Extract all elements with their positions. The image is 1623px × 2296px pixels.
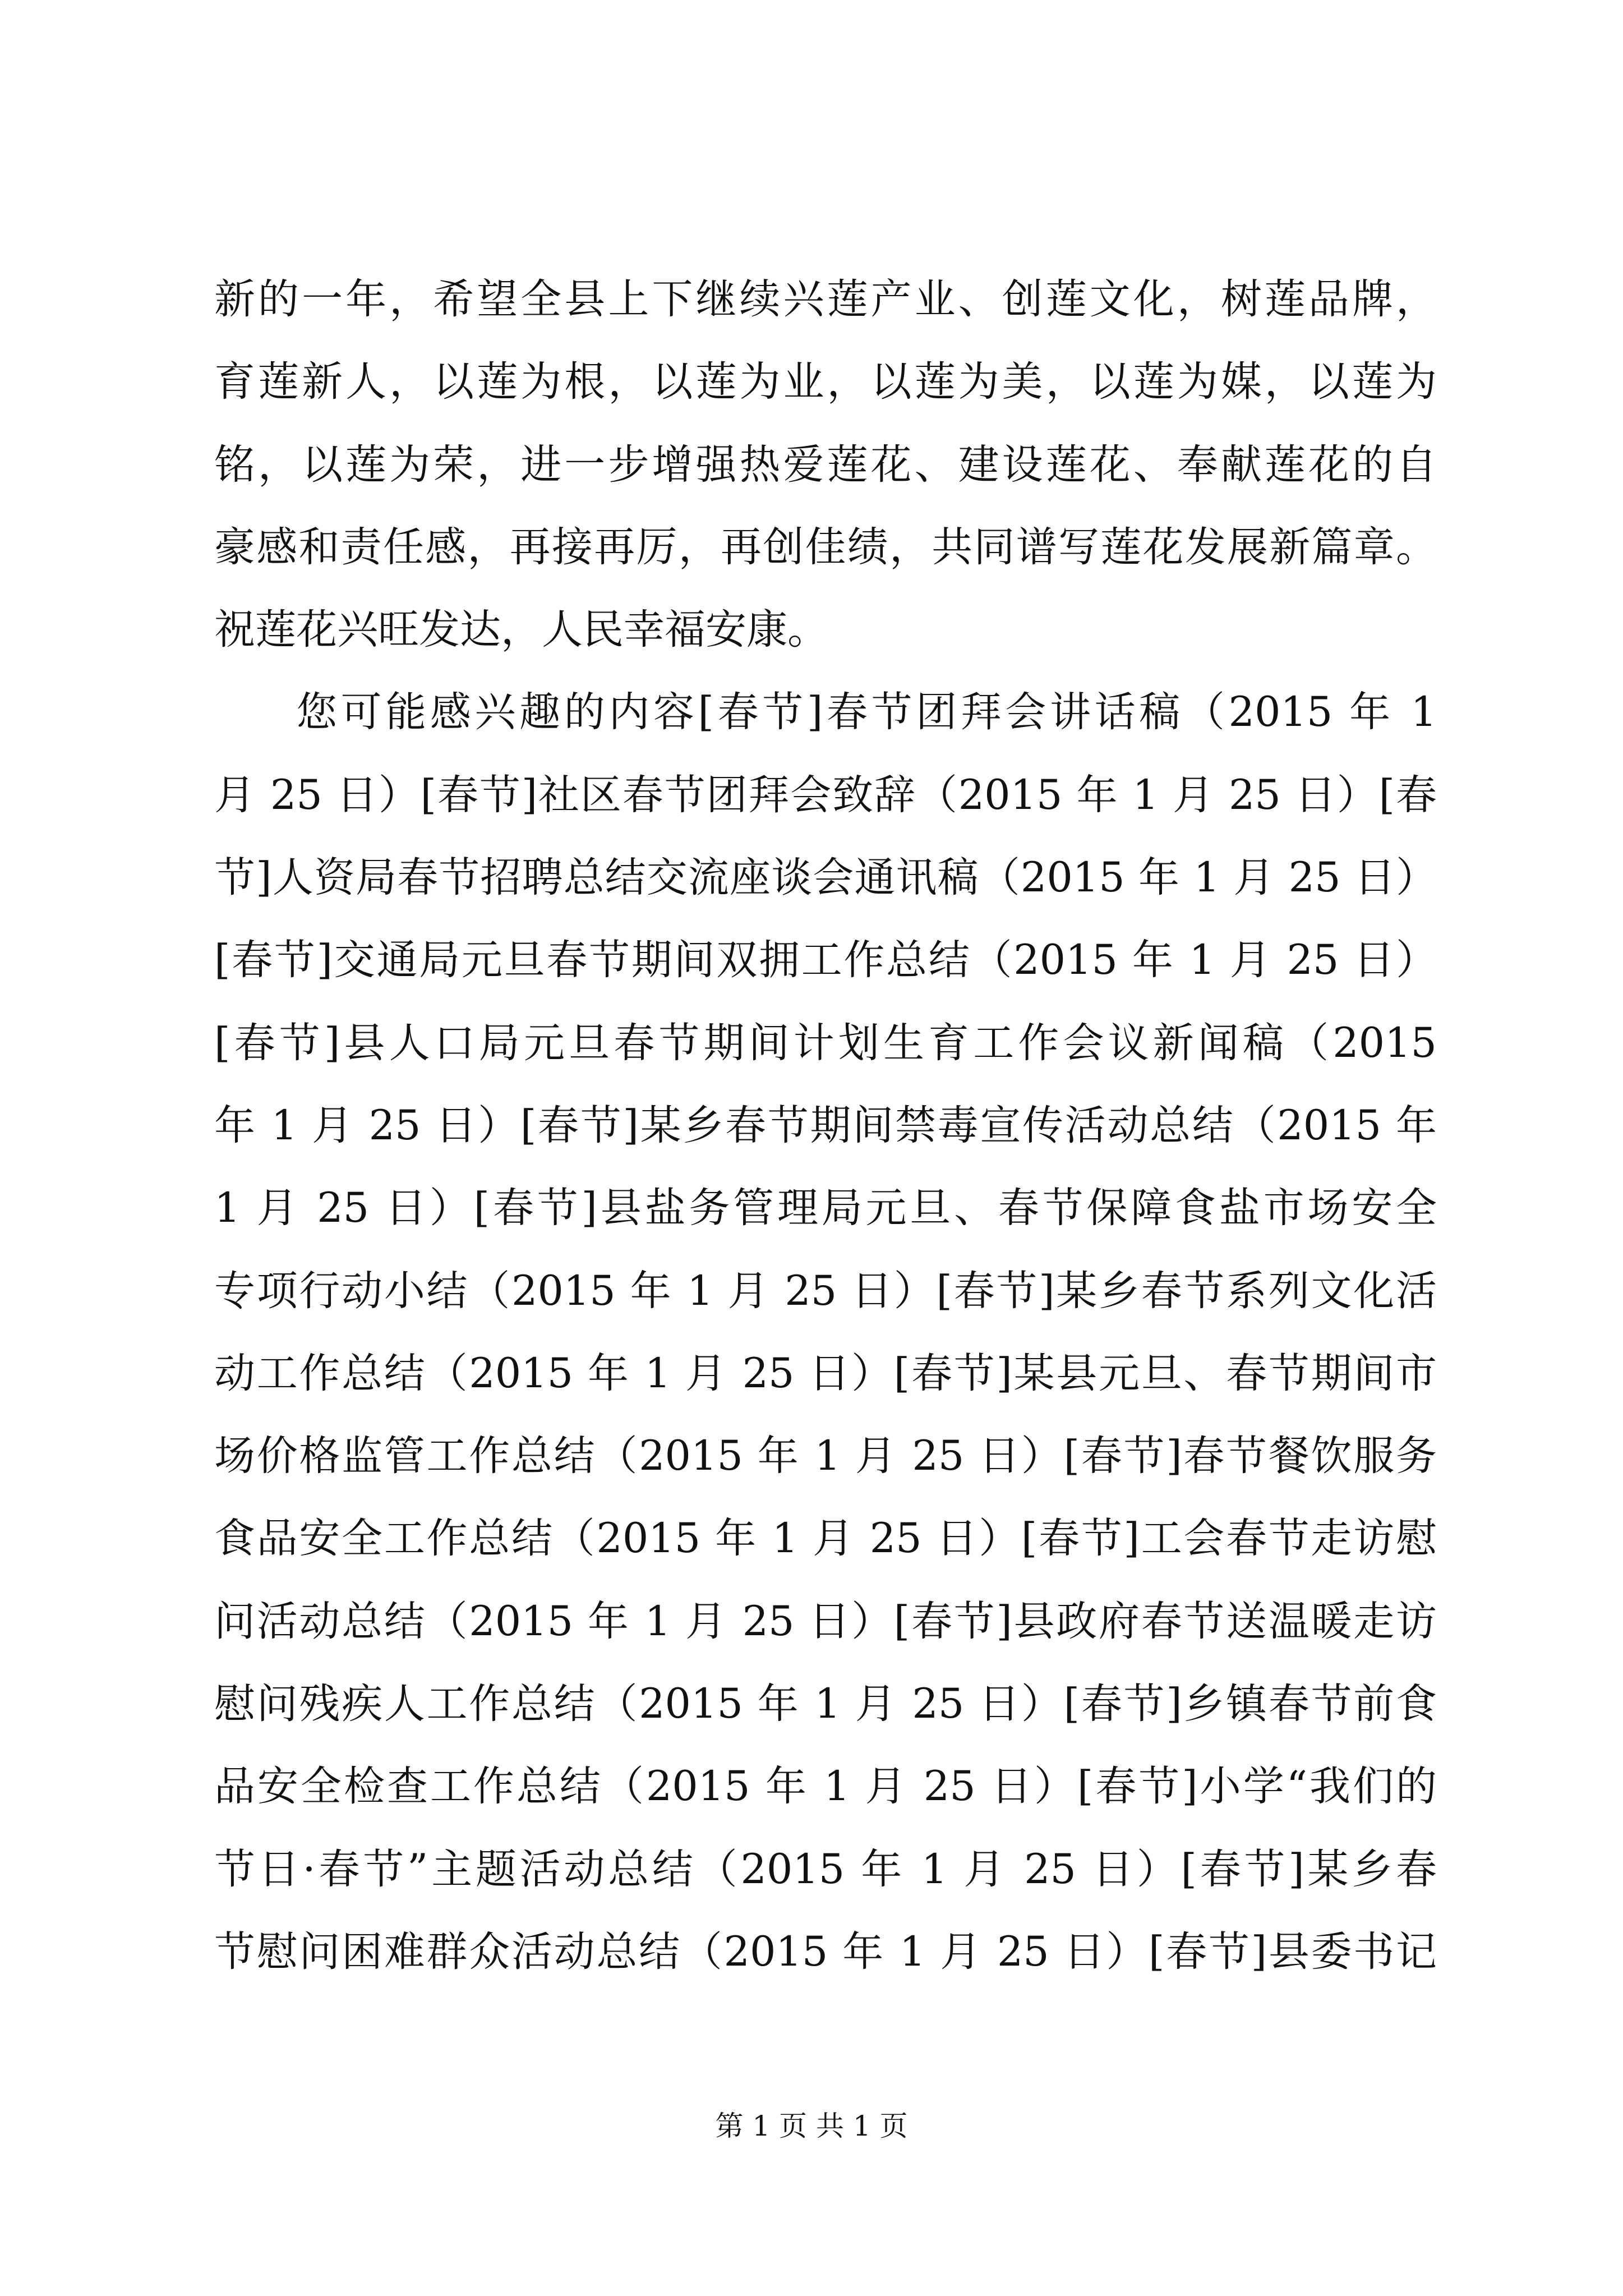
text-line: 食品安全工作总结（2015 年 1 月 25 日）[春节]工会春节走访慰 xyxy=(214,1515,1437,1563)
text-line: 您可能感兴趣的内容[春节]春节团拜会讲话稿（2015 年 1 xyxy=(296,688,1437,737)
text-line: 专项行动小结（2015 年 1 月 25 日）[春节]某乡春节系列文化活 xyxy=(214,1267,1437,1315)
text-line: 节日·春节”主题活动总结（2015 年 1 月 25 日）[春节]某乡春 xyxy=(214,1845,1437,1893)
text-line: [春节]县人口局元旦春节期间计划生育工作会议新闻稿（2015 xyxy=(214,1019,1437,1067)
paragraph-closing-remarks xyxy=(214,258,1437,671)
text-line: 豪感和责任感，再接再厉，再创佳绩，共同谱写莲花发展新篇章。 xyxy=(214,523,1437,571)
text-line: 1 月 25 日）[春节]县盐务管理局元旦、春节保障食盐市场安全 xyxy=(214,1184,1437,1232)
paragraph-related-content xyxy=(214,671,1437,1993)
text-line: 铭，以莲为荣，进一步增强热爱莲花、建设莲花、奉献莲花的自 xyxy=(214,440,1437,489)
text-line: 节慰问困难群众活动总结（2015 年 1 月 25 日）[春节]县委书记 xyxy=(214,1927,1437,1976)
text-line: 品安全检查工作总结（2015 年 1 月 25 日）[春节]小学“我们的 xyxy=(214,1763,1437,1811)
text-line: 育莲新人，以莲为根，以莲为业，以莲为美，以莲为媒，以莲为 xyxy=(214,358,1437,406)
text-line: 节]人资局春节招聘总结交流座谈会通讯稿（2015 年 1 月 25 日） xyxy=(214,854,1437,902)
text-line: 慰问残疾人工作总结（2015 年 1 月 25 日）[春节]乡镇春节前食 xyxy=(214,1680,1437,1728)
document-body xyxy=(214,258,1437,1993)
page-number-footer: 第 1 页 共 1 页 xyxy=(715,2110,908,2142)
text-line: [春节]交通局元旦春节期间双拥工作总结（2015 年 1 月 25 日） xyxy=(214,936,1437,984)
text-line: 月 25 日）[春节]社区春节团拜会致辞（2015 年 1 月 25 日）[春 xyxy=(214,771,1437,819)
text-line: 场价格监管工作总结（2015 年 1 月 25 日）[春节]春节餐饮服务 xyxy=(214,1432,1437,1480)
text-line: 新的一年，希望全县上下继续兴莲产业、创莲文化，树莲品牌， xyxy=(214,275,1437,323)
text-line: 年 1 月 25 日）[春节]某乡春节期间禁毒宣传活动总结（2015 年 xyxy=(214,1101,1437,1149)
text-line: 祝莲花兴旺发达，人民幸福安康。 xyxy=(214,606,828,654)
text-line: 动工作总结（2015 年 1 月 25 日）[春节]某县元旦、春节期间市 xyxy=(214,1349,1437,1397)
text-line: 问活动总结（2015 年 1 月 25 日）[春节]县政府春节送温暖走访 xyxy=(214,1597,1437,1645)
